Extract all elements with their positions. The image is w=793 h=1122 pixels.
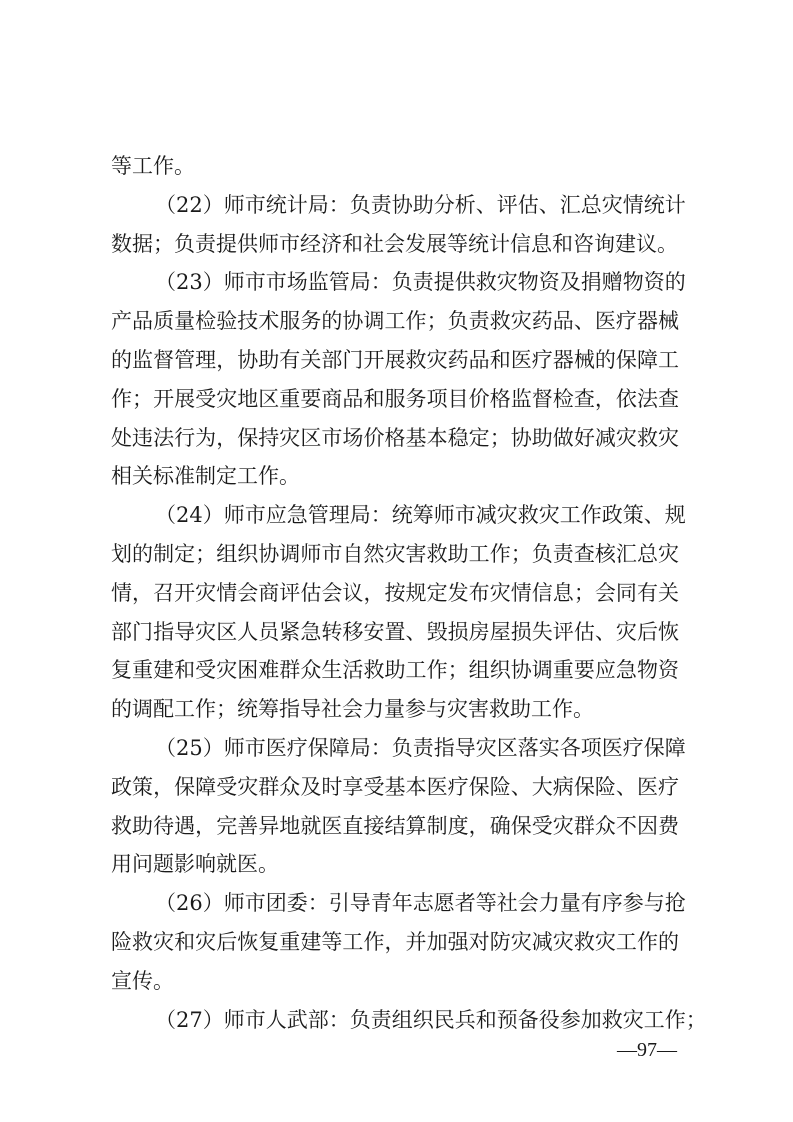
text-line: 数据；负责提供师市经济和社会发展等统计信息和咨询建议。 <box>111 231 678 256</box>
text-line: 复重建和受灾困难群众生活救助工作；组织协调重要应急物资 <box>111 658 679 683</box>
page-number: —97— <box>617 1039 677 1061</box>
text-line: 作；开展受灾地区重要商品和服务项目价格监督检查，依法查 <box>111 386 679 411</box>
text-line: 宣传。 <box>111 968 174 993</box>
text-line: 部门指导灾区人员紧急转移安置、毁损房屋损失评估、灾后恢 <box>111 619 679 644</box>
text-line: （26）师市团委：引导青年志愿者等社会力量有序参与抢 <box>155 891 686 916</box>
text-line: 情，召开灾情会商评估会议，按规定发布灾情信息；会同有关 <box>111 580 679 605</box>
text-line: 的调配工作；统筹指导社会力量参与灾害救助工作。 <box>111 697 594 722</box>
text-line: 相关标准制定工作。 <box>111 464 300 489</box>
text-line: （25）师市医疗保障局：负责指导灾区落实各项医疗保障 <box>155 735 686 760</box>
text-line: 险救灾和灾后恢复重建等工作，并加强对防灾减灾救灾工作的 <box>111 929 679 954</box>
text-line: 划的制定；组织协调师市自然灾害救助工作；负责查核汇总灾 <box>111 541 679 566</box>
text-line: 救助待遇，完善异地就医直接结算制度，确保受灾群众不因费 <box>111 813 679 838</box>
text-line: （27）师市人武部：负责组织民兵和预备役参加救灾工作； <box>155 1007 707 1032</box>
text-line: （23）师市市场监管局：负责提供救灾物资及捐赠物资的 <box>155 270 686 295</box>
text-line: 处违法行为，保持灾区市场价格基本稳定；协助做好减灾救灾 <box>111 425 679 450</box>
text-line: 政策，保障受灾群众及时享受基本医疗保险、大病保险、医疗 <box>111 774 679 799</box>
text-line: （24）师市应急管理局：统筹师市减灾救灾工作政策、规 <box>155 503 686 528</box>
text-line: （22）师市统计局：负责协助分析、评估、汇总灾情统计 <box>155 192 686 217</box>
text-line: 等工作。 <box>111 154 195 178</box>
text-line: 产品质量检验技术服务的协调工作；负责救灾药品、医疗器械 <box>111 309 679 334</box>
text-line: 的监督管理，协助有关部门开展救灾药品和医疗器械的保障工 <box>111 347 679 372</box>
text-line: 用问题影响就医。 <box>111 852 279 877</box>
body-text <box>111 147 707 1039</box>
